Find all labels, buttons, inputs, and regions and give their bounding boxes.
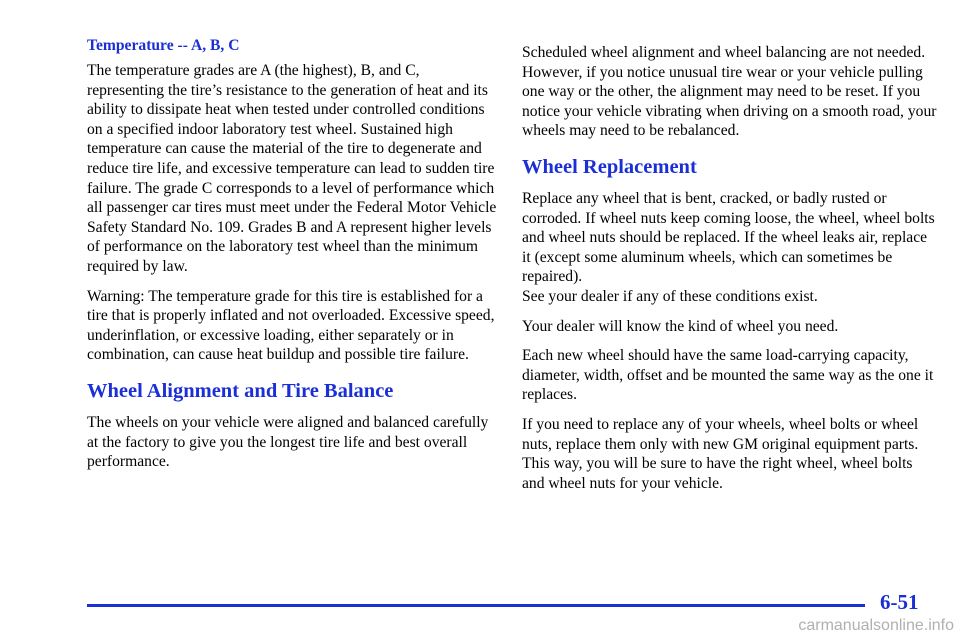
page-number: 6-51 [880,590,919,614]
warning-paragraph: Warning: The temperature grade for this tire is established for a tire that is properly inflated and not overloaded. Excessive speed, underinflation, or excessive loading, either separately or in combination, can cause heat buildup and possible tire failure. [87,287,495,364]
temperature-subheading: Temperature -- A, B, C [87,37,240,54]
watermark: carmanualsonline.info [798,617,954,634]
left-column [87,36,497,482]
footer-rule [87,604,865,607]
wheel-replacement-heading: Wheel Replacement [522,155,697,178]
gm-parts-paragraph: If you need to replace any of your wheels, wheel bolts or wheel nuts, replace them only with new GM original equipment parts. This way, you will be sure to have the right wheel, wheel bolts and wheel nuts for your vehicle. [522,415,919,492]
wheel-alignment-heading: Wheel Alignment and Tire Balance [87,379,394,402]
dealer-knows-paragraph: Your dealer will know the kind of wheel you need. [522,317,839,335]
temperature-paragraph: The temperature grades are A (the highest), B, and C, representing the tire’s resistance to the generation of heat and its ability to dissipate heat when tested under controlled conditions on a specified indoor laboratory test wheel. Sustained high temperature can cause the material of the tire to degenerate and reduce tire life, and excessive temperature can lead to sudden tire failure. The grade C corresponds to a level of performance which all passenger car tires must meet under the Federal Motor Vehicle Safety Standard No. 109. Grades B and A represent higher levels of performance on the laboratory test wheel than the minimum required by law. [87,62,497,275]
right-column [522,43,937,503]
replace-wheel-paragraph [522,189,937,307]
scheduled-alignment-paragraph: Scheduled wheel alignment and wheel balancing are not needed. However, if you notice unusual tire wear or your vehicle pulling one way or the other, the alignment may need to be reset. If you notice your vehicle vibrating when driving on a smooth road, your wheels may need to be rebalanced. [522,44,937,140]
new-wheel-paragraph: Each new wheel should have the same load-carrying capacity, diameter, width, offset and be mounted the same way as the one it replaces. [522,347,934,404]
replace-wheel-text: Replace any wheel that is bent, cracked, or badly rusted or corroded. If wheel nuts keep coming loose, the wheel, wheel bolts and wheel nuts should be replaced. If the wheel leaks air, replace it (except some aluminum wheels, which can sometimes be repaired). [522,189,935,286]
see-dealer-text: See your dealer if any of these conditions exist. [522,287,818,305]
alignment-paragraph: The wheels on your vehicle were aligned and balanced carefully at the factory to give you the longest tire life and best overall performance. [87,413,489,471]
